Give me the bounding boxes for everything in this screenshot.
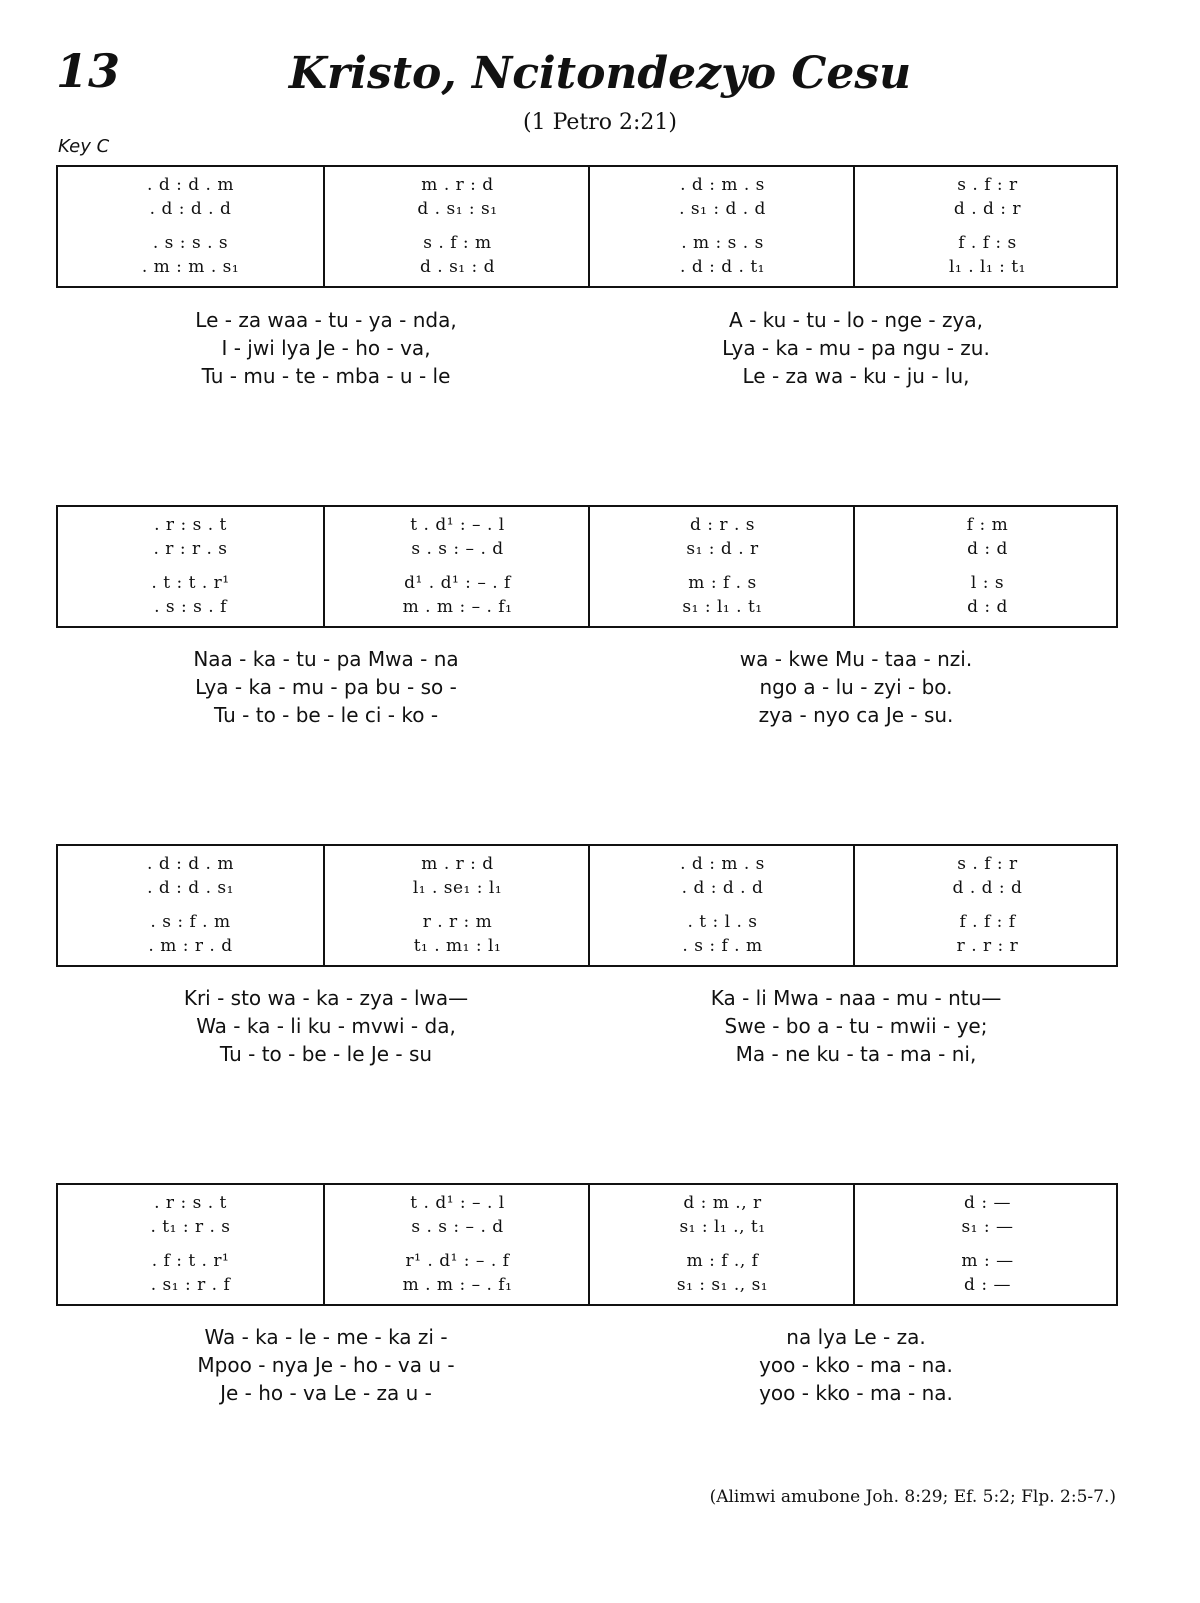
bass-notes: . d : d . t₁: [680, 257, 765, 277]
lyric-line: [56, 308, 1118, 336]
lyric-line: [56, 336, 1118, 364]
tenor-notes: . t : t . r¹: [151, 573, 230, 593]
measure: [853, 846, 1120, 965]
alto-notes: . d : d . s₁: [147, 878, 234, 898]
bass-notes: t₁ . m₁ : l₁: [413, 936, 502, 956]
lyrics-block-2: [56, 647, 1118, 731]
lyric-line: [56, 986, 1118, 1014]
alto-notes: d : d: [967, 539, 1008, 559]
alto-notes: . d : d . d: [681, 878, 764, 898]
scripture-reference: (1 Petro 2:21): [523, 110, 677, 135]
lyric-line: [56, 647, 1118, 675]
bass-notes: d : —: [964, 1275, 1011, 1295]
alto-notes: s₁ : l₁ ., t₁: [679, 1217, 766, 1237]
soprano-notes: f : m: [966, 515, 1009, 535]
lyric-text: Wa - ka - li ku - mvwi - da,: [196, 1014, 456, 1038]
notation-system-3: [56, 844, 1118, 967]
notation-system-4: [56, 1183, 1118, 1306]
bass-notes: . m : r . d: [148, 936, 233, 956]
alto-notes: . t₁ : r . s: [150, 1217, 231, 1237]
measure: [588, 846, 855, 965]
lyric-text: Tu - mu - te - mba - u - le: [201, 364, 451, 388]
soprano-notes: . d : m . s: [680, 854, 765, 874]
bass-notes: s₁ : s₁ ., s₁: [676, 1275, 769, 1295]
lyric-text: Lya - ka - mu - pa bu - so -: [195, 675, 457, 699]
tenor-notes: r¹ . d¹ : – . f: [405, 1251, 510, 1271]
lyric-text: wa - kwe Mu - taa - nzi.: [739, 647, 973, 671]
footer-reference: (Alimwi amubone Joh. 8:29; Ef. 5:2; Flp. 2:5-7.): [709, 1487, 1116, 1507]
notation-system-1: [56, 165, 1118, 288]
lyric-line: [56, 1042, 1118, 1070]
lyric-text: Le - za wa - ku - ju - lu,: [742, 364, 970, 388]
lyric-text: Lya - ka - mu - pa ngu - zu.: [722, 336, 990, 360]
tenor-notes: d¹ . d¹ : – . f: [404, 573, 511, 593]
soprano-notes: d : m ., r: [683, 1193, 762, 1213]
lyric-text: Tu - to - be - le ci - ko -: [213, 703, 439, 727]
alto-notes: s . s : – . d: [411, 539, 504, 559]
measure: [58, 507, 323, 626]
lyric-text: Le - za waa - tu - ya - nda,: [195, 308, 457, 332]
tenor-notes: f . f : f: [959, 912, 1016, 932]
hymn-number: 13: [56, 44, 121, 98]
lyric-text: Wa - ka - le - me - ka zi -: [204, 1325, 448, 1349]
bass-notes: m . m : – . f₁: [402, 597, 513, 617]
measure: [58, 1185, 323, 1304]
lyric-text: ngo a - lu - zyi - bo.: [759, 675, 953, 699]
bass-notes: . s : s . f: [154, 597, 227, 617]
bass-notes: m . m : – . f₁: [402, 1275, 513, 1295]
lyric-line: [56, 703, 1118, 731]
lyric-text: yoo - kko - ma - na.: [759, 1353, 953, 1377]
lyric-text: Kri - sto wa - ka - zya - lwa—: [183, 986, 469, 1010]
lyric-text: Ka - li Mwa - naa - mu - ntu—: [710, 986, 1002, 1010]
lyric-text: Ma - ne ku - ta - ma - ni,: [735, 1042, 977, 1066]
tenor-notes: m : f ., f: [686, 1251, 759, 1271]
bass-notes: . m : m . s₁: [141, 257, 240, 277]
lyrics-block-3: [56, 986, 1118, 1070]
lyric-line: [56, 1381, 1118, 1409]
measure: [588, 167, 855, 286]
measure: [853, 1185, 1120, 1304]
bass-notes: d . s₁ : d: [419, 257, 496, 277]
bass-notes: l₁ . l₁ : t₁: [949, 257, 1026, 277]
lyric-text: Mpoo - nya Je - ho - va u -: [197, 1353, 455, 1377]
lyric-text: I - jwi lya Je - ho - va,: [221, 336, 431, 360]
lyric-line: [56, 675, 1118, 703]
measure: [588, 1185, 855, 1304]
lyric-line: [56, 1353, 1118, 1381]
bass-notes: r . r : r: [956, 936, 1019, 956]
key-signature: Key C: [58, 136, 110, 157]
hymn-title: Kristo, Ncitondezyo Cesu: [288, 48, 912, 99]
measure: [323, 507, 590, 626]
tenor-notes: m : —: [961, 1251, 1014, 1271]
lyric-text: Swe - bo a - tu - mwii - ye;: [724, 1014, 988, 1038]
tenor-notes: l : s: [970, 573, 1005, 593]
soprano-notes: t . d¹ : – . l: [410, 515, 505, 535]
tenor-notes: . f : t . r¹: [151, 1251, 230, 1271]
soprano-notes: d : r . s: [690, 515, 755, 535]
tenor-notes: r . r : m: [422, 912, 493, 932]
measure: [588, 507, 855, 626]
lyric-text: yoo - kko - ma - na.: [759, 1381, 953, 1405]
soprano-notes: s . f : r: [957, 175, 1018, 195]
alto-notes: . s₁ : d . d: [679, 199, 766, 219]
bass-notes: . s : f . m: [682, 936, 763, 956]
measure: [323, 167, 590, 286]
alto-notes: s . s : – . d: [411, 1217, 504, 1237]
measure: [58, 167, 323, 286]
alto-notes: s₁ : d . r: [686, 539, 759, 559]
alto-notes: d . d : r: [953, 199, 1022, 219]
alto-notes: . d : d . d: [149, 199, 232, 219]
lyric-line: [56, 1325, 1118, 1353]
soprano-notes: . d : d . m: [147, 175, 234, 195]
soprano-notes: t . d¹ : – . l: [410, 1193, 505, 1213]
bass-notes: s₁ : l₁ . t₁: [682, 597, 763, 617]
alto-notes: s₁ : —: [961, 1217, 1014, 1237]
soprano-notes: . r : s . t: [154, 515, 227, 535]
tenor-notes: f . f : s: [958, 233, 1017, 253]
alto-notes: d . d : d: [952, 878, 1023, 898]
tenor-notes: . m : s . s: [681, 233, 764, 253]
measure: [58, 846, 323, 965]
alto-notes: l₁ . se₁ : l₁: [412, 878, 503, 898]
measure: [853, 167, 1120, 286]
soprano-notes: . r : s . t: [154, 1193, 227, 1213]
alto-notes: d . s₁ : s₁: [417, 199, 498, 219]
soprano-notes: d : —: [964, 1193, 1011, 1213]
lyric-text: Tu - to - be - le Je - su: [219, 1042, 433, 1066]
soprano-notes: s . f : r: [957, 854, 1018, 874]
bass-notes: . s₁ : r . f: [150, 1275, 231, 1295]
tenor-notes: . s : s . s: [152, 233, 229, 253]
tenor-notes: m : f . s: [688, 573, 757, 593]
soprano-notes: m . r : d: [421, 854, 494, 874]
bass-notes: d : d: [967, 597, 1008, 617]
lyric-line: [56, 1014, 1118, 1042]
measure: [323, 846, 590, 965]
tenor-notes: . t : l . s: [687, 912, 758, 932]
measure: [853, 507, 1120, 626]
tenor-notes: . s : f . m: [150, 912, 231, 932]
soprano-notes: . d : m . s: [680, 175, 765, 195]
lyric-text: Je - ho - va Le - za u -: [220, 1381, 432, 1405]
tenor-notes: s . f : m: [423, 233, 492, 253]
measure: [323, 1185, 590, 1304]
lyric-text: na lya Le - za.: [786, 1325, 926, 1349]
soprano-notes: . d : d . m: [147, 854, 234, 874]
lyrics-block-4: [56, 1325, 1118, 1409]
lyrics-block-1: [56, 308, 1118, 392]
lyric-text: A - ku - tu - lo - nge - zya,: [729, 308, 983, 332]
notation-system-2: [56, 505, 1118, 628]
alto-notes: . r : r . s: [153, 539, 228, 559]
soprano-notes: m . r : d: [421, 175, 494, 195]
lyric-text: Naa - ka - tu - pa Mwa - na: [193, 647, 459, 671]
lyric-text: zya - nyo ca Je - su.: [758, 703, 954, 727]
lyric-line: [56, 364, 1118, 392]
